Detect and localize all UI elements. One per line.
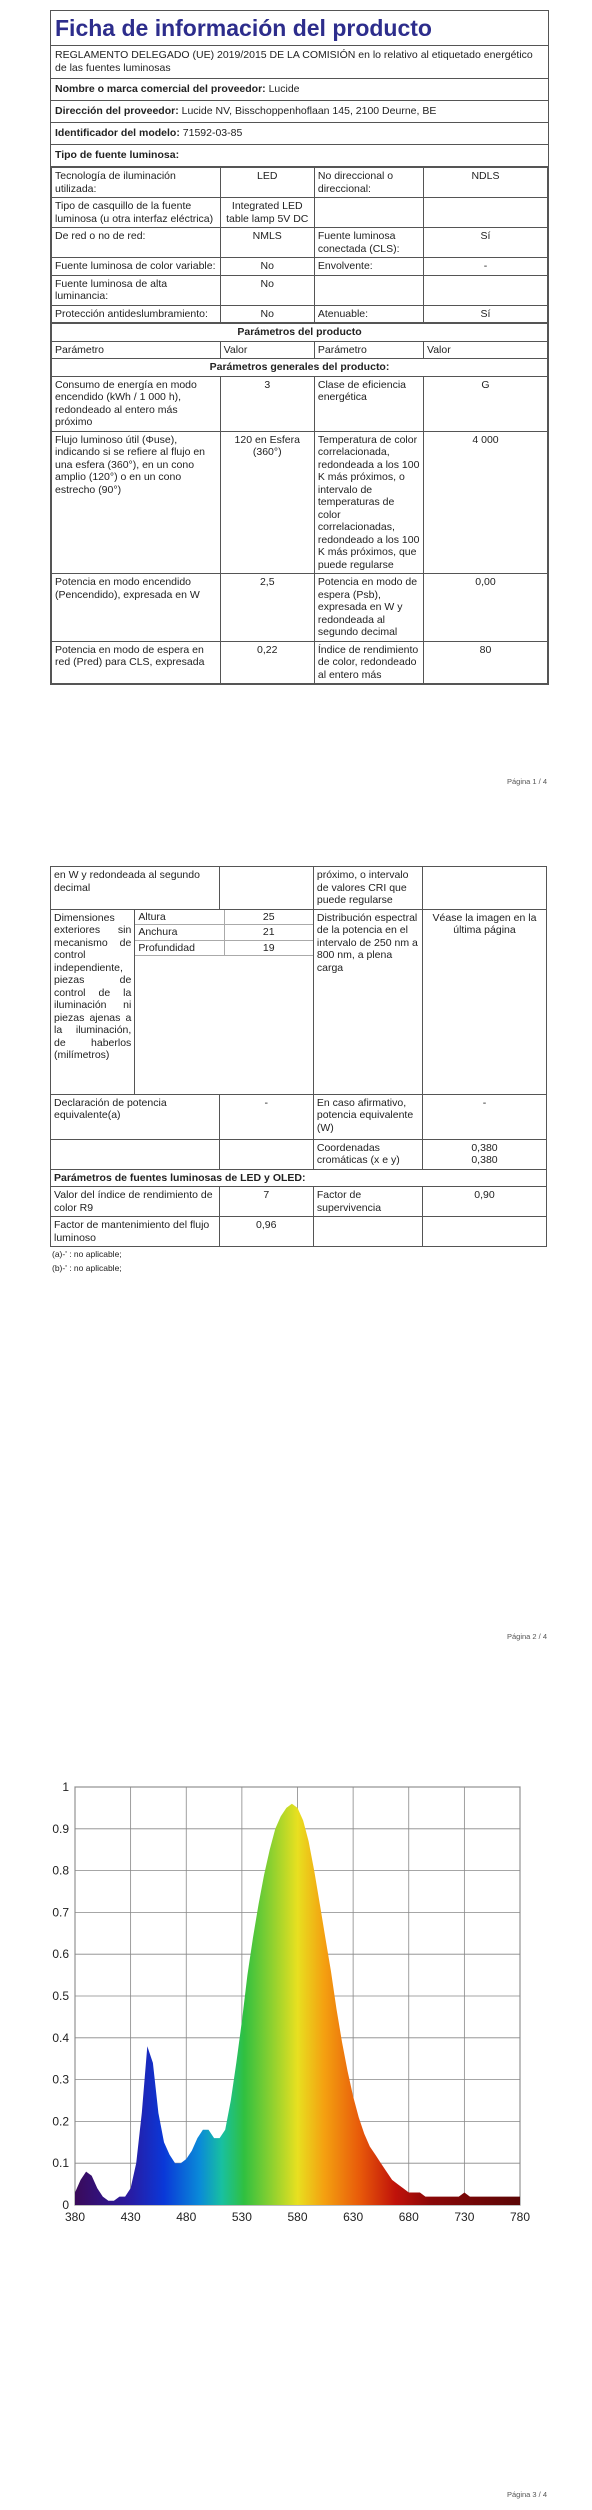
page-number: Página 1 / 4 [506,777,547,786]
supplier-name-row [51,79,548,101]
param-label [314,198,423,228]
dimension-value: 19 [262,941,275,954]
x-tick-label: 530 [231,2210,252,2224]
supplier-address: Lucide NV, Bisschoppenhoflaan 145, 2100 Deurne, BE [181,105,437,117]
source-type-label: Tipo de fuente luminosa: [55,149,180,161]
y-tick-label: 0.8 [52,1863,69,1878]
maint-label: Factor de mantenimiento del flujo luminoso [51,1217,220,1247]
param-label: Fuente luminosa conectada (CLS): [314,228,423,258]
param-label: Potencia en modo encendido (Pencendido), expresada en W [52,574,221,642]
survival-label: Factor de supervivencia [313,1187,422,1217]
power-network-cont: en W y redondeada al segundo decimal [51,867,220,910]
dimension-name: Anchura [135,925,224,941]
param-value: NDLS [423,168,547,198]
y-tick-label: 0.6 [52,1947,69,1962]
supplier-address-label: Dirección del proveedor: [55,105,179,117]
y-tick-label: 0.1 [52,2156,69,2171]
y-tick-label: 0.9 [52,1821,69,1836]
param-label: Temperatura de color correlacionada, redondeada a los 100 K más próximos, o intervalo de temperaturas de color correlacionadas, redondeado a los 100 K más próximos, que puede regularse [314,431,423,574]
coords-value: 0,380 0,380 [422,1139,546,1169]
general-header: Parámetros generales del producto: [52,359,548,377]
param-value: - [423,258,547,276]
param-label: Fuente luminosa de color variable: [52,258,221,276]
param-label: Potencia en modo de espera (Psb), expresada en W y redondeada al segundo decimal [314,574,423,642]
model-label: Identificador del modelo: [55,127,180,139]
survival-value: 0,90 [422,1187,546,1217]
x-tick-label: 730 [454,2210,475,2224]
param-label: Índice de rendimiento de color, redondeado al entero más [314,641,423,684]
param-label: Envolvente: [314,258,423,276]
spectral-label: Distribución espectral de la potencia en el intervalo de 250 nm a 800 nm, a plena carga [313,909,422,1094]
equiv-yes-value: - [422,1094,546,1139]
product-params-table [51,323,548,684]
param-value: 80 [423,641,547,684]
y-tick-label: 0.4 [52,2030,69,2045]
cri-cont: próximo, o intervalo de valores CRI que puede regularse [313,867,422,910]
y-tick-label: 0 [62,2198,69,2212]
note-b: (b)-' : no aplicable; [52,1263,122,1273]
note-a: (a)-' : no aplicable; [52,1249,122,1259]
param-label: Tipo de casquillo de la fuente luminosa (u otra interfaz eléctrica) [52,198,221,228]
param-value: No [220,275,314,305]
param-label: Protección antideslumbramiento: [52,305,221,323]
equiv-label: Declaración de potencia equivalente(a) [51,1094,220,1139]
param-value: 0,00 [423,574,547,642]
r9-label: Valor del índice de rendimiento de color R9 [51,1187,220,1217]
col-value: Valor [220,341,314,359]
param-value: Sí [423,305,547,323]
model-id: 71592-03-85 [182,127,243,139]
page-3 [0,1720,592,2510]
param-value: NMLS [220,228,314,258]
x-tick-label: 630 [343,2210,364,2224]
param-value: LED [220,168,314,198]
col-value: Valor [423,341,547,359]
r9-value: 7 [219,1187,313,1217]
continued-table [50,866,547,1247]
param-value [423,198,547,228]
param-label: Fuente luminosa de alta luminancia: [52,275,221,305]
dimensions-label: Dimensiones exteriores sin mecanismo de control independiente, piezas de control de la iluminación ni piezas ajenas a la iluminación, de haberlos (milímetros) [51,909,135,1094]
supplier-name-label: Nombre o marca comercial del proveedor: [55,83,266,95]
dimension-name: Altura [135,910,224,925]
param-label: Atenuable: [314,305,423,323]
dimension-name: Profundidad [135,940,224,956]
param-value: G [423,376,547,431]
params-header: Parámetros del producto [52,324,548,342]
product-sheet [50,10,549,685]
param-value: 120 en Esfera (360°) [220,431,314,574]
page-number: Página 2 / 4 [506,1632,547,1641]
page-title: Ficha de información del producto [55,15,432,41]
source-type-table [51,167,548,323]
param-label: Flujo luminoso útil (Φuse), indicando si se refiere al flujo en una esfera (360°), en un cono amplio (120°) o en un cono estrecho (90°) [52,431,221,574]
param-label: Consumo de energía en modo encendido (kWh / 1 000 h), redondeado al entero más próximo [52,376,221,431]
param-value: 3 [220,376,314,431]
param-label: Tecnología de iluminación utilizada: [52,168,221,198]
col-param: Parámetro [314,341,423,359]
spectral-value: Véase la imagen en la última página [422,909,546,1094]
supplier-name: Lucide [268,83,300,95]
dimensions-table [135,910,313,957]
y-tick-label: 0.7 [52,1905,69,1920]
param-value [423,275,547,305]
spectral-power-chart [0,1765,592,2245]
param-label: Potencia en modo de espera en red (Pred) para CLS, expresada [52,641,221,684]
supplier-address-row [51,101,548,123]
x-tick-label: 430 [120,2210,141,2224]
page-number: Página 3 / 4 [506,2490,547,2499]
source-type-row [51,145,548,167]
led-header: Parámetros de fuentes luminosas de LED y OLED: [51,1169,547,1187]
regulation-text: REGLAMENTO DELEGADO (UE) 2019/2015 DE LA COMISIÓN en lo relativo al etiquetado energético de las fuentes luminosas [51,46,548,79]
y-tick-label: 0.3 [52,2072,69,2087]
dimension-value: 25 [262,910,275,923]
x-tick-label: 780 [509,2210,531,2224]
param-label: Clase de eficiencia energética [314,376,423,431]
x-tick-label: 680 [398,2210,419,2224]
equiv-value: - [219,1094,313,1139]
equiv-yes-label: En caso afirmativo, potencia equivalente (W) [313,1094,422,1139]
col-param: Parámetro [52,341,221,359]
page-1 [0,0,592,790]
y-tick-label: 0.5 [52,1989,69,2003]
param-value: Sí [423,228,547,258]
model-row [51,123,548,145]
x-tick-label: 380 [64,2210,86,2224]
param-value: 2,5 [220,574,314,642]
param-value: 0,22 [220,641,314,684]
param-label: De red o no de red: [52,228,221,258]
maint-value: 0,96 [219,1217,313,1247]
param-value: 4 000 [423,431,547,574]
param-value: No [220,305,314,323]
x-tick-label: 480 [176,2210,197,2224]
coords-label: Coordenadas cromáticas (x e y) [313,1139,422,1169]
page-2 [0,860,592,1660]
x-tick-label: 580 [287,2210,308,2224]
param-value: Integrated LED table lamp 5V DC [220,198,314,228]
y-tick-label: 0.2 [52,2114,69,2129]
dimension-value: 21 [262,926,275,938]
product-sheet-continued [50,866,547,1275]
param-label [314,275,423,305]
param-value: No [220,258,314,276]
param-label: No direccional o direccional: [314,168,423,198]
y-tick-label: 1 [62,1780,69,1794]
